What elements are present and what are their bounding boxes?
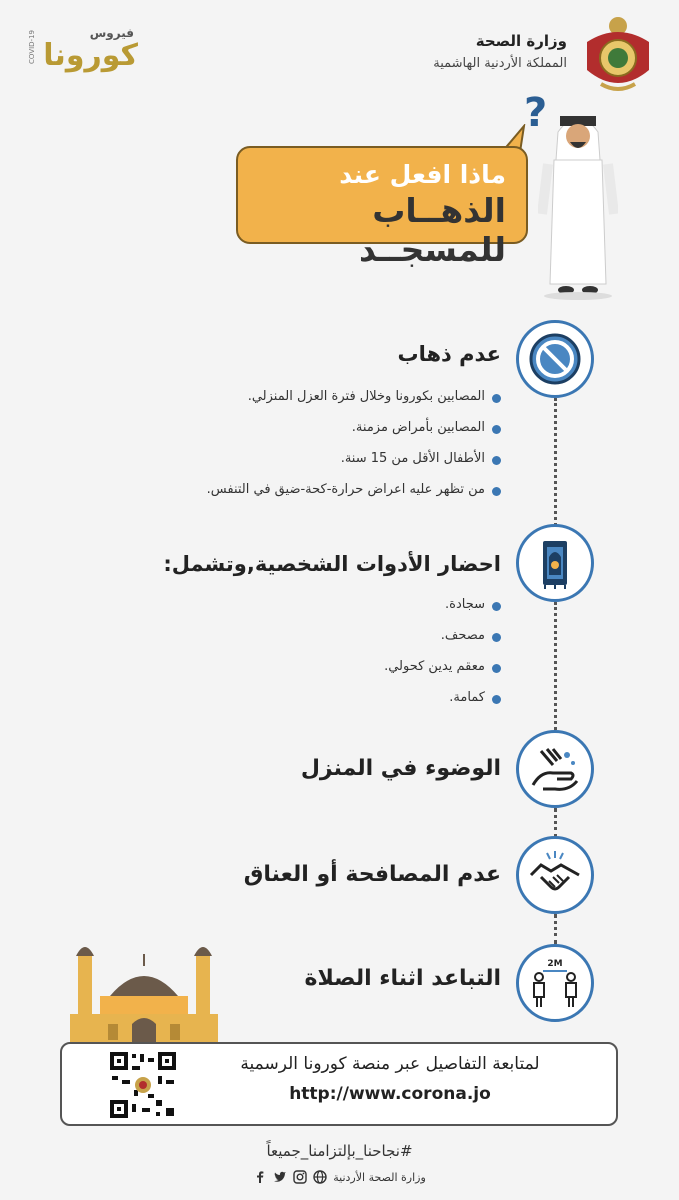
ministry-name: وزارة الصحة bbox=[475, 32, 567, 50]
section-title-ablution: الوضوء في المنزل bbox=[300, 756, 501, 781]
prohibited-icon-circle bbox=[516, 320, 594, 398]
instagram-icon[interactable] bbox=[293, 1170, 307, 1184]
distancing-label: 2M bbox=[547, 959, 563, 969]
bubble-line-2: الذهــاب للمسجــد bbox=[359, 191, 506, 269]
list-item: سجادة. bbox=[384, 596, 501, 627]
globe-icon[interactable] bbox=[313, 1170, 327, 1184]
section-title-no-handshake: عدم المصافحة أو العناق bbox=[243, 862, 501, 887]
logo-big-text: كورونا bbox=[43, 38, 138, 73]
list-item: المصابين بأمراض مزمنة. bbox=[207, 419, 501, 450]
list-item: من تظهر عليه اعراض حرارة-كحة-ضيق في التنفس. bbox=[207, 481, 501, 512]
prayer-rug-icon bbox=[527, 535, 583, 591]
twitter-icon[interactable] bbox=[273, 1170, 287, 1184]
timeline-line bbox=[554, 602, 557, 730]
section-title-no-going: عدم ذهاب bbox=[397, 342, 501, 366]
section-title-distancing: التباعد اثناء الصلاة bbox=[304, 966, 501, 991]
bubble-line-1: ماذا افعل عند bbox=[339, 160, 506, 189]
list-item: كمامة. bbox=[384, 689, 501, 720]
logo-covid-text: COVID-19 bbox=[28, 30, 36, 64]
mosque-icon bbox=[64, 936, 224, 1046]
info-url-link[interactable]: http://www.corona.jo bbox=[289, 1084, 491, 1104]
distancing-icon bbox=[527, 955, 583, 1011]
hand-washing-icon-circle bbox=[516, 730, 594, 808]
personal-tools-list bbox=[384, 596, 501, 720]
list-item: مصحف. bbox=[384, 627, 501, 658]
corona-logo bbox=[28, 26, 138, 74]
list-item: معقم يدين كحولي. bbox=[384, 658, 501, 689]
man-figure-icon bbox=[538, 104, 618, 304]
hashtag: #نجاحنا_بإلتزامنا_جميعاً bbox=[266, 1142, 413, 1160]
handshake-icon bbox=[527, 847, 583, 903]
info-line-1: لمتابعة التفاصيل عبر منصة كورونا الرسمية bbox=[240, 1054, 540, 1074]
hand-washing-icon bbox=[527, 741, 583, 797]
facebook-icon[interactable] bbox=[253, 1170, 267, 1184]
distancing-icon-circle bbox=[516, 944, 594, 1022]
footer-ministry: وزارة الصحة الأردنية bbox=[333, 1170, 426, 1184]
qr-code-icon[interactable] bbox=[108, 1050, 178, 1120]
kingdom-name: المملكة الأردنية الهاشمية bbox=[433, 56, 567, 71]
handshake-icon-circle bbox=[516, 836, 594, 914]
timeline-line bbox=[554, 398, 557, 526]
ministry-header bbox=[433, 32, 567, 71]
list-item: المصابين بكورونا وخلال فترة العزل المنزلي. bbox=[207, 388, 501, 419]
info-text bbox=[200, 1054, 580, 1104]
timeline-line bbox=[554, 808, 557, 838]
no-going-list bbox=[207, 388, 501, 512]
question-mark-icon: ? bbox=[524, 90, 548, 136]
title-bubble bbox=[236, 146, 528, 269]
list-item: الأطفال الأقل من 15 سنة. bbox=[207, 450, 501, 481]
prayer-rug-icon-circle bbox=[516, 524, 594, 602]
logo-small-text: فيروس bbox=[89, 26, 134, 40]
jordan-crest-icon bbox=[579, 12, 657, 96]
timeline-line bbox=[554, 914, 557, 944]
section-title-personal-tools: احضار الأدوات الشخصية,وتشمل: bbox=[163, 552, 501, 576]
prohibited-icon bbox=[527, 331, 583, 387]
footer bbox=[0, 1170, 679, 1184]
